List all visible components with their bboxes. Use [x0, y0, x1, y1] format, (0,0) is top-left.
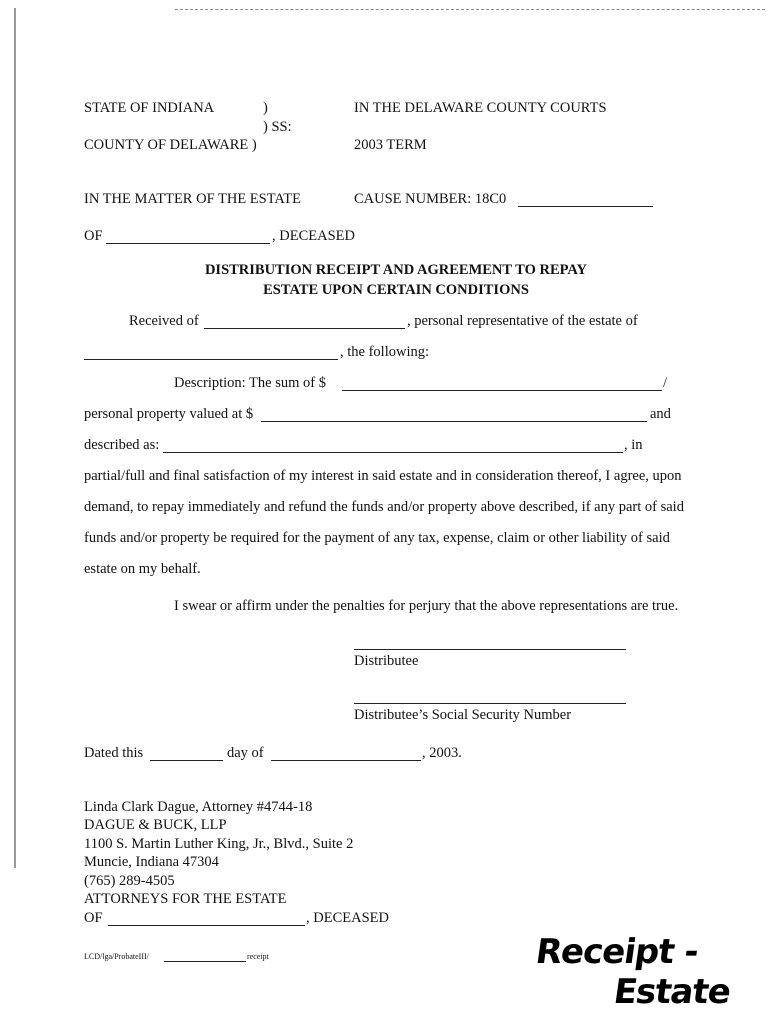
caption-paren: )	[263, 100, 268, 116]
described-as-label: described as:	[84, 437, 160, 453]
the-following-label: , the following:	[340, 344, 430, 360]
attorney-estate-field[interactable]	[108, 925, 305, 926]
attorney-line-4: Muncie, Indiana 47304	[84, 854, 219, 870]
attorney-line-3: 1100 S. Martin Luther King, Jr., Blvd., Suite 2	[84, 836, 354, 852]
received-of-label: Received of	[129, 313, 199, 329]
day-field[interactable]	[150, 760, 223, 761]
attorney-line-6: ATTORNEYS FOR THE ESTATE	[84, 891, 287, 907]
property-value-field[interactable]	[261, 421, 647, 422]
attorney-deceased-label: , DECEASED	[306, 910, 389, 926]
deceased-label: , DECEASED	[272, 228, 355, 244]
in-label: , in	[624, 437, 643, 453]
estate-name-field[interactable]	[84, 359, 338, 360]
decedent-name-field[interactable]	[106, 243, 270, 244]
attorney-line-1: Linda Clark Dague, Attorney #4744-18	[84, 799, 313, 815]
paragraph-line-4: estate on my behalf.	[84, 561, 201, 577]
day-of-label: day of	[227, 745, 264, 761]
year-label: , 2003.	[422, 745, 462, 761]
attorney-line-5: (765) 289-4505	[84, 873, 175, 889]
personal-rep-label: , personal representative of the estate of	[407, 313, 638, 329]
handwritten-note-line-1: Receipt -	[533, 932, 701, 972]
ss-label: ) SS:	[263, 119, 292, 135]
footer-suffix: receipt	[247, 952, 269, 961]
description-field[interactable]	[163, 452, 623, 453]
ssn-line[interactable]	[354, 703, 626, 704]
attorney-of-label: OF	[84, 910, 103, 926]
swear-statement: I swear or affirm under the penalties for perjury that the above representations are true.	[174, 598, 679, 614]
and-label: and	[650, 406, 671, 422]
cause-number-field[interactable]	[518, 206, 653, 207]
dated-this-label: Dated this	[84, 745, 144, 761]
handwritten-note-line-2: Estate	[611, 972, 733, 1012]
sum-field[interactable]	[342, 390, 662, 391]
ssn-label: Distributee’s Social Security Number	[354, 707, 572, 723]
term-label: 2003 TERM	[354, 137, 427, 153]
month-field[interactable]	[271, 760, 421, 761]
scan-edge-top	[175, 9, 765, 10]
footer-field	[164, 961, 246, 962]
cause-number-label: CAUSE NUMBER: 18C0	[354, 191, 507, 207]
title-line-1: DISTRIBUTION RECEIPT AND AGREEMENT TO REPAY	[204, 262, 588, 278]
matter-label: IN THE MATTER OF THE ESTATE	[84, 191, 302, 207]
title-line-2: ESTATE UPON CERTAIN CONDITIONS	[263, 282, 529, 298]
description-label: Description: The sum of $	[174, 375, 326, 391]
personal-property-label: personal property valued at $	[84, 406, 254, 422]
court-label: IN THE DELAWARE COUNTY COURTS	[354, 100, 607, 116]
distributee-label: Distributee	[354, 653, 419, 669]
paragraph-line-2: demand, to repay immediately and refund the funds and/or property above described, if any part of said	[84, 499, 684, 515]
distributee-signature-line[interactable]	[354, 649, 626, 650]
scan-edge-left	[14, 8, 16, 868]
attorney-line-2: DAGUE & BUCK, LLP	[84, 817, 227, 833]
slash: /	[663, 375, 668, 391]
personal-representative-field[interactable]	[204, 328, 405, 329]
footer-prefix: LCD/lga/ProbateIII/	[84, 952, 149, 961]
paragraph-line-3: funds and/or property be required for the payment of any tax, expense, claim or other liability of said	[84, 530, 670, 546]
state-label: STATE OF INDIANA	[84, 100, 215, 116]
paragraph-line-1: partial/full and final satisfaction of my interest in said estate and in consideration thereof, I agree, upon	[84, 468, 682, 484]
county-label: COUNTY OF DELAWARE )	[84, 137, 257, 153]
of-label: OF	[84, 228, 103, 244]
